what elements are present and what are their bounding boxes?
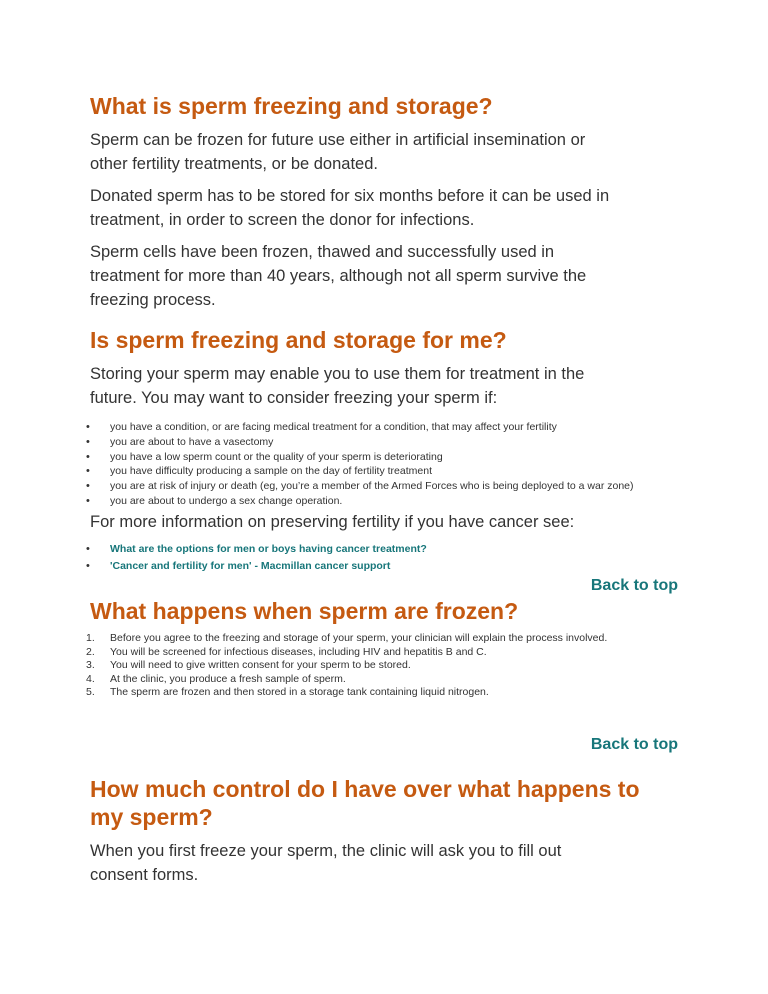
- text-line: Storing your sperm may enable you to use them for treatment in the: [90, 365, 585, 383]
- list-item: [86, 541, 427, 558]
- list-item: • you have difficulty producing a sample on the day of fertility treatment: [86, 464, 634, 479]
- numbered-list-process: [86, 632, 607, 700]
- heading-is-sperm-freezing-for-me: Is sperm freezing and storage for me?: [90, 327, 507, 353]
- paragraph-frozen-for-future-use: [90, 128, 690, 176]
- list-item: [86, 646, 607, 660]
- text-line: Sperm can be frozen for future use either in artificial insemination or: [90, 131, 586, 149]
- list-item: • you are about to have a vasectomy: [86, 435, 634, 450]
- link-macmillan-cancer-support[interactable]: 'Cancer and fertility for men' - Macmillan cancer support: [110, 560, 391, 572]
- link-options-men-boys-cancer[interactable]: What are the options for men or boys having cancer treatment?: [110, 543, 427, 555]
- heading-how-much-control: [90, 775, 640, 831]
- list-number: 5.: [86, 686, 95, 698]
- list-item: [86, 659, 607, 673]
- text-line: treatment, in order to screen the donor for infections.: [90, 211, 475, 229]
- list-text: The sperm are frozen and then stored in a storage tank containing liquid nitrogen.: [110, 686, 489, 698]
- list-number: 3.: [86, 659, 95, 671]
- list-text: You will be screened for infectious diseases, including HIV and hepatitis B and C.: [110, 645, 487, 658]
- text-line: treatment for more than 40 years, although not all sperm survive the: [90, 267, 587, 285]
- list-text: Before you agree to the freezing and storage of your sperm, your clinician will explain the process involved.: [110, 632, 608, 644]
- paragraph-more-information: For more information on preserving fertility if you have cancer see:: [90, 513, 575, 531]
- paragraph-consent-forms: [90, 839, 690, 887]
- list-item: [86, 673, 607, 687]
- text-line: Sperm cells have been frozen, thawed and successfully used in: [90, 243, 555, 261]
- paragraph-donated-sperm: [90, 184, 690, 232]
- list-number: 1.: [86, 632, 95, 644]
- heading-what-happens-when-frozen: What happens when sperm are frozen?: [90, 598, 519, 624]
- list-item: • you have a low sperm count or the quality of your sperm is deteriorating: [86, 450, 634, 465]
- heading-what-is-sperm-freezing: What is sperm freezing and storage?: [90, 93, 493, 119]
- list-text: You will need to give written consent for your sperm to be stored.: [110, 659, 411, 671]
- list-number: 2.: [86, 645, 95, 658]
- list-text: At the clinic, you produce a fresh sample of sperm.: [110, 672, 346, 685]
- paragraph-storing-your-sperm: [90, 362, 690, 410]
- list-number: 4.: [86, 672, 95, 685]
- list-item: • you are about to undergo a sex change operation.: [86, 494, 634, 509]
- text-line: When you first freeze your sperm, the clinic will ask you to fill out: [90, 842, 562, 860]
- text-line: freezing process.: [90, 291, 216, 309]
- list-item: • you have a condition, or are facing medical treatment for a condition, that may affect your fertility: [86, 420, 634, 435]
- text-line: future. You may want to consider freezing your sperm if:: [90, 389, 498, 407]
- list-item: [86, 632, 607, 646]
- link-list-cancer-resources: [86, 541, 427, 575]
- back-to-top-link[interactable]: Back to top: [590, 736, 678, 753]
- bullet-list-reasons: [86, 420, 634, 509]
- paragraph-sperm-cells-frozen: [90, 240, 690, 312]
- heading-line: my sperm?: [90, 804, 213, 830]
- text-line: other fertility treatments, or be donated.: [90, 155, 378, 173]
- text-line: Donated sperm has to be stored for six months before it can be used in: [90, 187, 610, 205]
- list-item: • you are at risk of injury or death (eg, you’re a member of the Armed Forces who is being deployed to a war zone): [86, 479, 634, 494]
- text-line: consent forms.: [90, 866, 199, 884]
- back-to-top-link[interactable]: Back to top: [590, 577, 678, 594]
- list-item: [86, 686, 607, 700]
- list-item: [86, 558, 427, 575]
- heading-line: How much control do I have over what happens to: [90, 776, 640, 802]
